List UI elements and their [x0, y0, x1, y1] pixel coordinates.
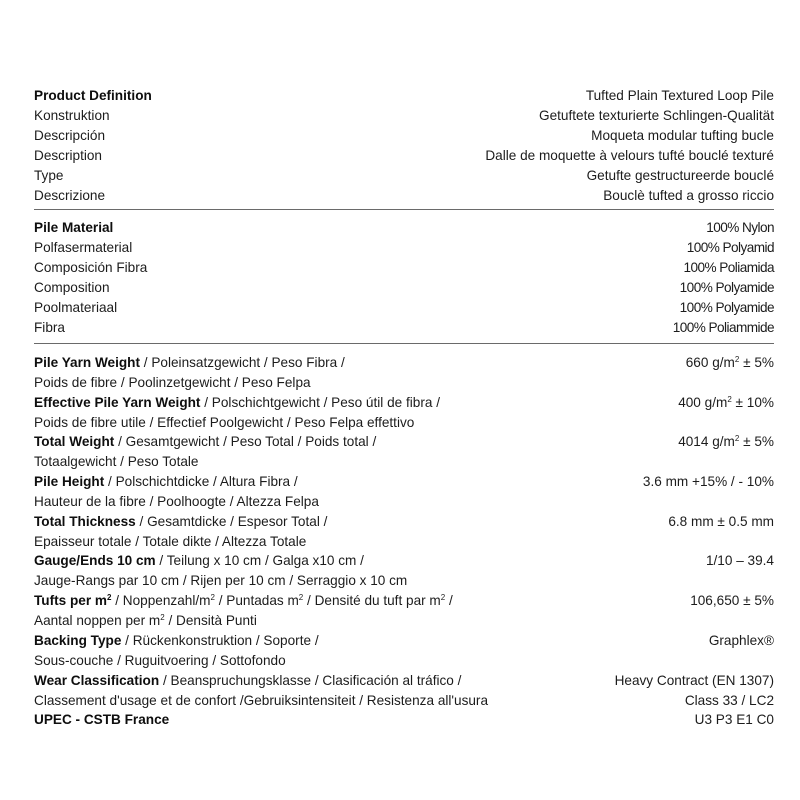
row-value: 100% Nylon [706, 220, 774, 235]
composicion-fibra-row [34, 258, 774, 278]
spec-translations: / Poleinsatzgewicht / Peso Fibra / [140, 355, 345, 370]
spec-value [686, 353, 774, 373]
spec-line-2 [34, 571, 774, 591]
spec-translations-2 [34, 611, 257, 631]
trans2-b: / Densità Punti [164, 613, 257, 629]
spec-translations-2: Hauteur de la fibre / Poolhoogte / Altezza Felpa [34, 494, 319, 510]
spec-line-1 [34, 551, 774, 571]
spec-line-1 [34, 591, 774, 611]
spec-value-2: Class 33 / LC2 [684, 692, 774, 708]
row-value: Getuftete texturierte Schlingen-Qualität [539, 108, 774, 123]
spec-title: UPEC - CSTB France [34, 712, 170, 728]
spec-translations-2: Sous-couche / Ruguitvoering / Sottofondo [34, 652, 286, 668]
value-main: 4014 g/m [678, 434, 735, 450]
spec-title: Gauge/Ends 10 cm [34, 553, 156, 569]
type-row [34, 166, 774, 186]
spec-translations-2: Epaisseur totale / Totale dikte / Altezza Totale [34, 533, 307, 549]
spec-title: Pile Height [34, 474, 105, 490]
row-value: Bouclè tufted a grosso riccio [603, 188, 774, 203]
spec-translations-2: Totaalgewicht / Peso Totale [34, 454, 199, 470]
row-label: Fibra [34, 320, 65, 335]
tufts-per-m2-spec [34, 591, 774, 631]
pile-material-section [34, 210, 774, 344]
spec-translations: / Polschichtdicke / Altura Fibra / [104, 474, 298, 490]
row-value: Tufted Plain Textured Loop Pile [585, 88, 774, 103]
spec-label [34, 432, 376, 452]
spec-line-1 [34, 631, 774, 651]
product-definition-section [34, 86, 774, 210]
row-value: Getufte gestructureerde bouclé [586, 168, 774, 183]
row-value: 100% Polyamide [679, 300, 774, 315]
spec-label [34, 393, 440, 413]
row-label: Konstruktion [34, 108, 110, 123]
spec-title: Effective Pile Yarn Weight [34, 394, 201, 410]
trans-d: / [445, 593, 453, 609]
row-label: Descripción [34, 128, 106, 143]
descripcion-row [34, 126, 774, 146]
value-main: 660 g/m [685, 355, 735, 370]
row-value: 100% Polyamide [679, 280, 774, 295]
value-tail: ± 5% [739, 355, 774, 370]
spec-translations-2: Poids de fibre / Poolinzetgewicht / Peso Felpa [34, 375, 311, 390]
spec-line-1 [34, 512, 774, 532]
spec-line-1 [34, 432, 774, 452]
spec-translations: / Polschichtgewicht / Peso útil de fibra / [200, 394, 440, 410]
poolmateriaal-row [34, 298, 774, 318]
spec-label [34, 671, 461, 691]
polfasermaterial-row [34, 238, 774, 258]
composition-row [34, 278, 774, 298]
value-main: 400 g/m [678, 394, 728, 410]
trans2-a-sup: 2 [160, 613, 165, 623]
spec-title: Total Weight [34, 434, 115, 450]
row-value: 100% Poliamida [683, 260, 774, 275]
spec-translations-2: Poids de fibre utile / Effectief Poolgewicht / Peso Felpa effettivo [34, 414, 415, 430]
value-tail: ± 5% [739, 434, 774, 450]
title-main: Tufts per m [34, 593, 108, 609]
value-tail: ± 10% [731, 394, 774, 410]
spec-title: Pile Yarn Weight [34, 355, 141, 370]
spec-value: 1/10 – 39.4 [705, 553, 774, 569]
trans-c: / Densité du tuft par m [303, 593, 441, 609]
spec-line-2 [34, 413, 774, 433]
spec-line-2 [34, 611, 774, 631]
spec-line-2 [34, 373, 774, 393]
pile-yarn-weight-spec [34, 353, 774, 393]
spec-label [34, 472, 298, 492]
spec-title [34, 593, 111, 608]
trans-a: / Noppenzahl/m [111, 593, 211, 609]
trans-a-sup: 2 [210, 593, 215, 603]
spec-label [34, 591, 453, 611]
backing-type-spec [34, 631, 774, 671]
spec-translations: / Teilung x 10 cm / Galga x10 cm / [155, 553, 364, 569]
konstruktion-row [34, 106, 774, 126]
row-label: Description [34, 148, 102, 163]
value-sup: 2 [727, 394, 732, 404]
title-sup: 2 [107, 593, 112, 603]
spec-translations: / Gesamtdicke / Espesor Total / [135, 513, 328, 529]
spec-line-2 [34, 492, 774, 512]
fibra-row [34, 318, 774, 338]
row-label: Pile Material [34, 220, 114, 235]
trans-b-sup: 2 [298, 593, 304, 603]
row-label: Composition [34, 280, 110, 295]
spec-translations: / Rückenkonstruktion / Soporte / [121, 632, 319, 648]
descrizione-row [34, 186, 774, 206]
spec-translations: / Gesamtgewicht / Peso Total / Poids total / [114, 434, 377, 450]
trans-b: / Puntadas m [214, 593, 299, 609]
upec-spec [34, 710, 774, 730]
row-label: Type [34, 168, 64, 183]
specifications-section [34, 344, 774, 730]
spec-value: 3.6 mm +15% / - 10% [642, 474, 774, 490]
product-definition-row [34, 86, 774, 106]
spec-value: Heavy Contract (EN 1307) [614, 672, 774, 688]
row-label: Product Definition [34, 88, 152, 103]
spec-value [678, 432, 774, 452]
spec-line-2 [34, 651, 774, 671]
row-value: Dalle de moquette à velours tufté bouclé texturé [485, 148, 774, 163]
spec-title: Wear Classification [34, 672, 160, 688]
value-sup: 2 [734, 355, 740, 364]
spec-label [34, 512, 327, 532]
spec-value: 106,650 ± 5% [690, 593, 774, 609]
pile-material-row [34, 218, 774, 238]
total-weight-spec [34, 432, 774, 472]
spec-line-1 [34, 671, 774, 691]
row-label: Polfasermaterial [34, 240, 133, 255]
spec-value: 6.8 mm ± 0.5 mm [668, 513, 774, 529]
spec-translations-2: Classement d'usage et de confort /Gebruiksintensiteit / Resistenza all'usura [34, 692, 489, 708]
spec-title: Total Thickness [34, 513, 136, 529]
spec-value: U3 P3 E1 C0 [694, 712, 774, 728]
trans-c-sup: 2 [440, 593, 446, 603]
row-label: Descrizione [34, 188, 106, 203]
spec-title: Backing Type [34, 632, 122, 648]
spec-sheet [34, 86, 774, 730]
description-row [34, 146, 774, 166]
value-sup: 2 [734, 434, 740, 444]
spec-translations-2: Jauge-Rangs par 10 cm / Rijen per 10 cm / Serraggio x 10 cm [34, 573, 408, 589]
spec-value [678, 393, 774, 413]
spec-line-1 [34, 393, 774, 413]
gauge-ends-spec [34, 551, 774, 591]
spec-line-1 [34, 353, 774, 373]
effective-pile-yarn-weight-spec [34, 393, 774, 433]
trans2-a: Aantal noppen per m [34, 613, 161, 629]
spec-label [34, 631, 319, 651]
pile-height-spec [34, 472, 774, 512]
row-label: Composición Fibra [34, 260, 148, 275]
spec-label [34, 353, 345, 373]
spec-line-2 [34, 452, 774, 472]
spec-label [34, 551, 364, 571]
spec-line-1 [34, 472, 774, 492]
spec-value: Graphlex® [708, 632, 774, 648]
row-value: 100% Poliammide [672, 320, 774, 335]
row-label: Poolmateriaal [34, 300, 118, 315]
row-value: Moqueta modular tufting bucle [591, 128, 774, 143]
spec-line-2 [34, 532, 774, 552]
spec-line-2 [34, 691, 774, 711]
row-value: 100% Polyamid [686, 240, 774, 255]
spec-translations: / Beanspruchungsklasse / Clasificación al tráfico / [159, 672, 462, 688]
total-thickness-spec [34, 512, 774, 552]
wear-classification-spec [34, 671, 774, 711]
